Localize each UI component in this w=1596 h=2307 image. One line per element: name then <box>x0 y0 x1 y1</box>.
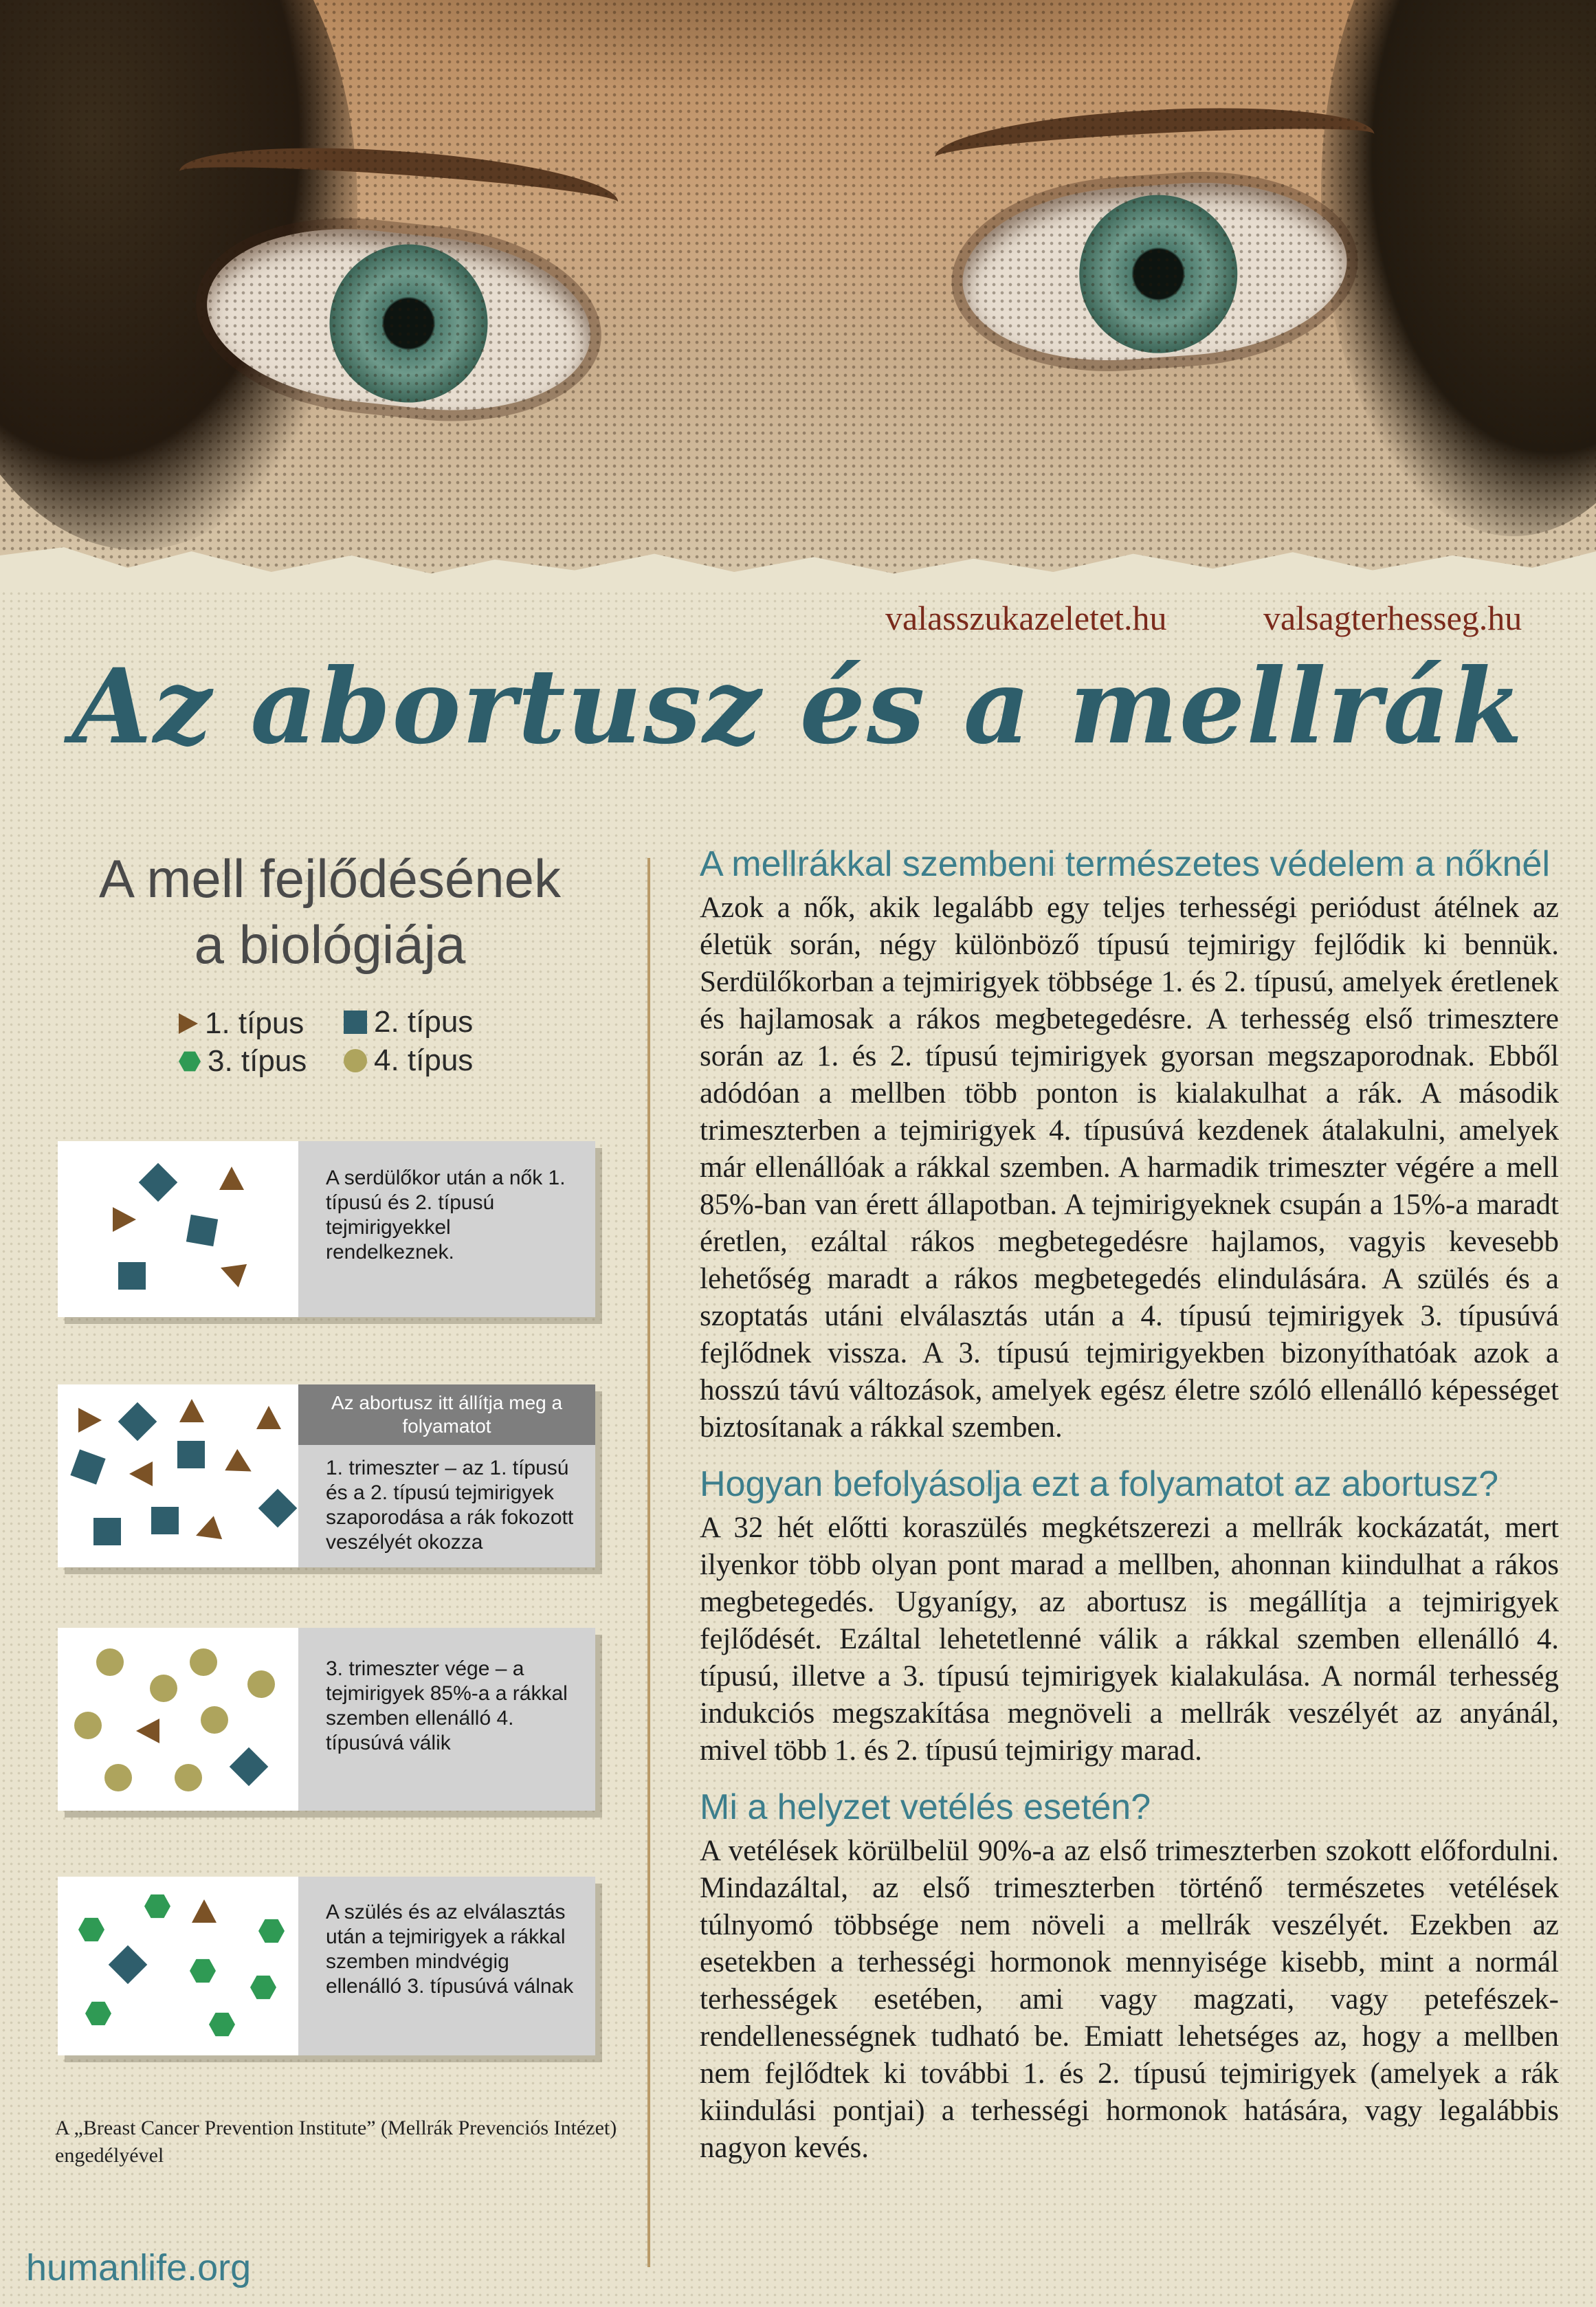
stage-card-adolescence <box>58 1141 595 1317</box>
square-icon <box>118 1262 146 1290</box>
legend <box>179 1004 536 1080</box>
website-link-valsagterhesseg[interactable]: valsagterhesseg.hu <box>1263 599 1522 637</box>
circle-icon <box>96 1648 124 1676</box>
article-section-natural-protection <box>700 844 1559 1446</box>
hexagon-icon <box>179 1050 201 1072</box>
circle-icon <box>247 1670 275 1698</box>
article-section-abortion-effect <box>700 1464 1559 1769</box>
card-text: 3. trimeszter vége – a tejmirigyek 85%-a a rákkal szemben ellenálló 4. típusúvá válik <box>326 1657 568 1754</box>
gland-illustration <box>58 1628 298 1811</box>
left-section-title <box>41 846 619 978</box>
square-icon <box>230 1747 269 1787</box>
square-icon <box>70 1449 105 1484</box>
triangle-icon <box>179 1399 204 1422</box>
halftone-overlay <box>0 0 1596 591</box>
hexagon-icon <box>144 1893 170 1919</box>
section-heading: Mi a helyzet vetélés esetén? <box>700 1787 1151 1827</box>
hexagon-icon <box>190 1958 216 1984</box>
card-text-panel <box>298 1628 595 1811</box>
card-text-panel <box>298 1877 595 2055</box>
circle-icon <box>201 1706 228 1734</box>
circle-icon <box>74 1712 102 1739</box>
square-icon <box>93 1518 121 1545</box>
stage-card-first-trimester <box>58 1384 595 1567</box>
square-icon <box>118 1402 157 1442</box>
square-icon <box>344 1011 367 1034</box>
gland-illustration <box>58 1141 298 1317</box>
hexagon-icon <box>85 2000 111 2027</box>
card-text-panel <box>298 1141 595 1317</box>
card-text: A szülés és az elválasztás után a tejmirigyek a rákkal szemben mindvégig ellenálló 3. típusúvá válnak <box>326 1901 574 1998</box>
website-link-valasszukazeletet[interactable]: valasszukazeletet.hu <box>885 599 1167 637</box>
card-text-panel <box>298 1384 595 1567</box>
stage-card-after-weaning <box>58 1877 595 2055</box>
hexagon-icon <box>209 2011 235 2038</box>
section-heading: Hogyan befolyásolja ezt a folyamatot az abortusz? <box>700 1464 1499 1504</box>
triangle-icon <box>192 1899 217 1923</box>
hexagon-icon <box>250 1974 276 2000</box>
card-text: A serdülőkor után a nők 1. típusú és 2. típusú tejmirigyekkel rendelkeznek. <box>326 1167 566 1263</box>
abortion-stops-banner: Az abortusz itt állítja meg a folyamatot <box>298 1384 595 1445</box>
legend-label: 1. típus <box>205 1006 304 1040</box>
gland-illustration <box>58 1877 298 2055</box>
triangle-icon <box>179 1013 198 1034</box>
circle-icon <box>150 1675 177 1702</box>
legend-item-type-4 <box>344 1042 509 1079</box>
triangle-icon <box>256 1406 281 1429</box>
square-icon <box>151 1507 179 1534</box>
section-body: A vetélések körülbelül 90%-a az első trimeszterben szokott előfordulni. Mindazáltal, az első trimeszterben történő természetes vetélések túlnyomó többsége nem növeli a mellrák veszélyét. Ezekben az esetekben a terhességi hormonok mennyisége kisebb, mint a normál terhességek esetében, ami vagy magzati, vagy petefészek-rendellenességnek tudható be. Emiatt lehetséges az, hogy a mellben nem fejlődtek ki további 1. és 2. típusú tejmirigyek (amelyek a rák kiindulási pontjai) a terhességi hormonok hatására, vagy legalábbis nagyon kevés. <box>700 1835 1559 2164</box>
left-title-line-2: a biológiája <box>194 914 466 975</box>
article-section-miscarriage <box>700 1787 1559 2167</box>
page-title: Az abortusz és a mellrák <box>71 646 1525 767</box>
circle-icon <box>344 1049 367 1072</box>
article-column <box>700 844 1559 2185</box>
triangle-icon <box>217 1256 247 1287</box>
circle-icon <box>104 1764 132 1791</box>
hexagon-icon <box>258 1918 285 1944</box>
website-link-humanlife[interactable]: humanlife.org <box>26 2247 252 2288</box>
left-title-line-1: A mell fejlődésének <box>98 848 562 909</box>
triangle-icon <box>129 1461 153 1486</box>
legend-item-type-1 <box>179 1005 344 1042</box>
legend-item-type-3 <box>179 1043 344 1080</box>
legend-label: 4. típus <box>374 1044 474 1077</box>
square-icon <box>177 1441 205 1468</box>
circle-icon <box>175 1764 202 1791</box>
triangle-icon <box>136 1719 159 1743</box>
triangle-icon <box>219 1167 244 1190</box>
triangle-icon <box>225 1449 257 1482</box>
column-divider <box>647 858 650 2267</box>
hexagon-icon <box>78 1917 104 1943</box>
circle-icon <box>190 1648 217 1676</box>
square-icon <box>258 1489 298 1528</box>
stage-card-third-trimester <box>58 1628 595 1811</box>
legend-label: 2. típus <box>374 1005 474 1039</box>
legend-label: 3. típus <box>208 1044 307 1078</box>
square-icon <box>186 1215 218 1246</box>
section-heading: A mellrákkal szembeni természetes védelem a nőknél <box>700 844 1551 884</box>
hero-photo <box>0 0 1596 591</box>
section-body: Azok a nők, akik legalább egy teljes terhességi periódust átélnek az életük során, négy különböző típusú tejmirigy fejlődik ki bennük. Serdülőkorban a tejmirigyek többsége 1. és 2. típusú, amelyek éretlenek és hajlamosak a rákos megbetegedésre. A terhesség első trimesztere során az 1. és 2. típusú tejmirigyek gyorsan megszaporodnak. Ebből adódóan a mellben több ponton is kialakulhat a rák. A második trimeszterben a tejmirigyek 4. típusúvá kezdenek átalakulni, amelyek már ellenállóak a rákkal szemben. A harmadik trimeszter végére a mell 85%-ban van érett állapotban. A tejmirigyeknek csupán a 15%-a maradt éretlen, ezáltal rákos megbetegedésre hajlamos, vagyis kevesebb lehetőség maradt a rákos megbetegedés elindulására. A szülés és a szoptatás utáni elválasztás után a 4. típusú tejmirigyek 3. típusúvá fejlődnek vissza. A 3. típusú tejmirigyekben bizonyíthatóak azok a hosszú távú változások, amelyek egész életre szóló ellenálló képességet biztosítanak a rákkal szemben. <box>700 892 1559 1444</box>
card-text: 1. trimeszter – az 1. típusú és a 2. típusú tejmirigyek szaporodása a rák fokozott veszélyét okozza <box>326 1457 574 1554</box>
square-icon <box>139 1163 178 1202</box>
triangle-icon <box>113 1207 136 1232</box>
section-body: A 32 hét előtti koraszülés megkétszerezi a mellrák kockázatát, mert ilyenkor több olyan pont marad a mellben, ahonnan kiindulhat a rákos megbetegedés. Ugyanígy, az abortusz is megállítja a tejmirigyek fejlődését. Ezáltal lehetetlenné válik a rákkal szemben ellenálló 4. típusú, illetve a 3. típusú tejmirigyek kialakulása. A normál terhesség indukciós megszakítása megnöveli a mellrák veszélyét az anyánál, mivel több 1. és 2. típusú tejmirigy marad. <box>700 1512 1559 1767</box>
square-icon <box>109 1945 148 1985</box>
gland-illustration <box>58 1384 298 1567</box>
triangle-icon <box>192 1516 222 1547</box>
source-credit: A „Breast Cancer Prevention Institute” (Mellrák Prevenciós Intézet) engedélyével <box>55 2117 617 2167</box>
legend-item-type-2 <box>344 1004 509 1041</box>
triangle-icon <box>78 1408 102 1433</box>
